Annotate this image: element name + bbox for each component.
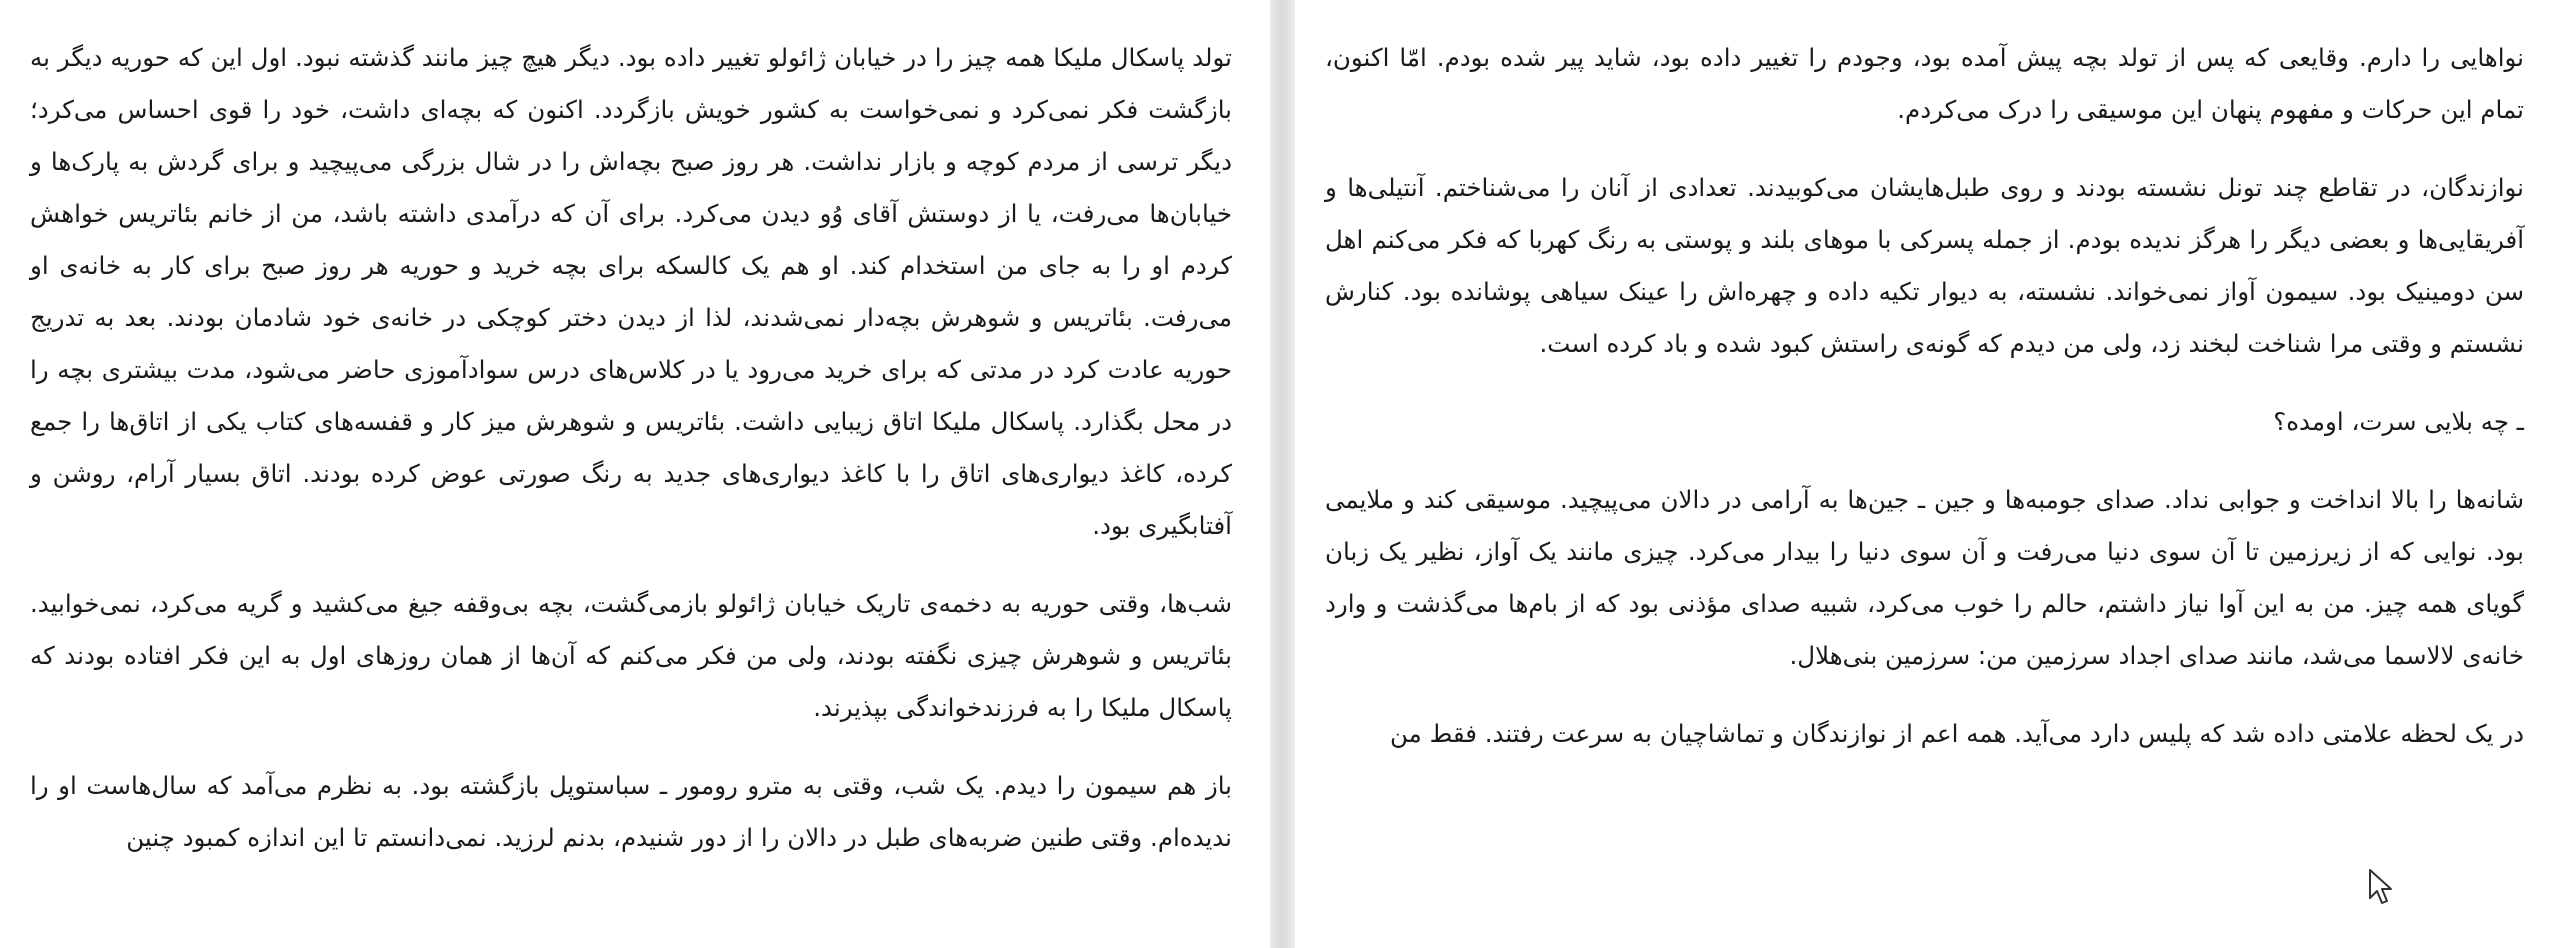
paragraph: در یک لحظه علامتی داده شد که پلیس دارد می‌آید. همه اعم از نوازندگان و تماشاچیان به سرعت رفتند. فقط من xyxy=(1390,719,2524,748)
page-gutter xyxy=(1270,0,1295,948)
paragraph: نواهایی را دارم. وقایعی که پس از تولد بچه پیش آمده بود، وجودم را تغییر داده بود، شاید پیر شده بودم. امّا اکنون، تمام این حرکات و مفهوم پنهان این موسیقی را درک می‌کردم. xyxy=(1325,43,2524,124)
paragraph: باز هم سیمون را دیدم. یک شب، وقتی به مترو رومور ـ سباستوپل بازگشته بود. به نظرم می‌آمد که سال‌هاست او را ندیده‌ام. وقتی طنین ضربه‌های طبل در دالان را از دور شنیدم، بدنم لرزید. نمی‌دانستم تا این اندازه کمبود چنین xyxy=(30,771,1232,852)
right-page xyxy=(1295,0,2560,948)
dialogue-line: ـ چه بلایی سرت، اومده؟ xyxy=(2273,407,2524,436)
paragraph: نوازندگان، در تقاطع چند تونل نشسته بودند و روی طبل‌هایشان می‌کوبیدند. تعدادی از آنان را می‌شناختم. آنتیلی‌ها و آفریقایی‌ها و بعضی دیگر را هرگز ندیده بودم. از جمله پسرکی با موهای بلند و پوستی به رنگ کهربا که فکر می‌کنم اهل سن دومینیک بود. سیمون آواز نمی‌خواند. نشسته، به دیوار تکیه داده و چهره‌اش را عینک سیاهی پوشانده بود. کنارش نشستم و وقتی مرا شناخت لبخند زد، ولی من دیدم که گونه‌ی راستش کبود شده و باد کرده است. xyxy=(1325,173,2524,358)
paragraph: شانه‌ها را بالا انداخت و جوابی نداد. صدای جومبه‌ها و جین ـ جین‌ها به آرامی در دالان می‌پیچید. موسیقی کند و ملایمی بود. نوایی که از زیرزمین تا آن سوی دنیا می‌رفت و آن سوی دنیا را بیدار می‌کرد. چیزی مانند یک آواز، نظیر یک زبان گویای همه چیز. من به این آوا نیاز داشتم، حالم را خوب می‌کرد، شبیه صدای مؤذنی بود که از بام‌ها می‌گذشت و وارد خانه‌ی لالاسما می‌شد، مانند صدای اجداد سرزمین من: سرزمین بنی‌هلال. xyxy=(1325,485,2524,670)
paragraph: شب‌ها، وقتی حوریه به دخمه‌ی تاریک خیابان ژائولو بازمی‌گشت، بچه بی‌وقفه جیغ می‌کشید و گریه می‌کرد، نمی‌خوابید. بئاتریس و شوهرش چیزی نگفته بودند، ولی من فکر می‌کنم که آن‌ها از همان روزهای اول به این فکر افتاده بودند که پاسکال ملیکا را به فرزندخواندگی بپذیرند. xyxy=(30,589,1232,722)
paragraph: تولد پاسکال ملیکا همه چیز را در خیابان ژائولو تغییر داده بود. دیگر هیچ چیز مانند گذشته نبود. اول این که حوریه دیگر به بازگشت فکر نمی‌کرد و نمی‌خواست به کشور خویش بازگردد. اکنون که بچه‌ای داشت، خود را قوی احساس می‌کرد؛ دیگر ترسی از مردم کوچه و بازار نداشت. هر روز صبح بچه‌اش را در شال بزرگی می‌پیچید و برای گردش به پارک‌ها و خیابان‌ها می‌رفت، یا از دوستش آقای وُو دیدن می‌کرد. برای آن که درآمدی داشته باشد، من از خانم بئاتریس خواهش کردم او را به جای من استخدام کند. او هم یک کالسکه برای بچه خرید و حوریه هر روز صبح برای کار به خانه‌ی او می‌رفت. بئاتریس و شوهرش بچه‌دار نمی‌شدند، لذا از دیدن دختر کوچکی در خانه‌ی خود شادمان بودند. بعد به تدریج حوریه عادت کرد در مدتی که برای خرید می‌رود یا در کلاس‌های درس سوادآموزی حاضر می‌شود، مدت بیشتری بچه را در محل بگذارد. پاسکال ملیکا اتاق زیبایی داشت. بئاتریس و شوهرش میز کار و قفسه‌های کتاب یکی از اتاق‌ها را جمع کرده، کاغذ دیواری‌های اتاق را با کاغذ دیواری‌های جدید به رنگ صورتی عوض کرده بودند. اتاق بسیار آرام، روشن و آفتابگیری بود. xyxy=(30,43,1232,540)
mouse-pointer-icon xyxy=(2368,868,2394,906)
left-page xyxy=(0,0,1270,948)
